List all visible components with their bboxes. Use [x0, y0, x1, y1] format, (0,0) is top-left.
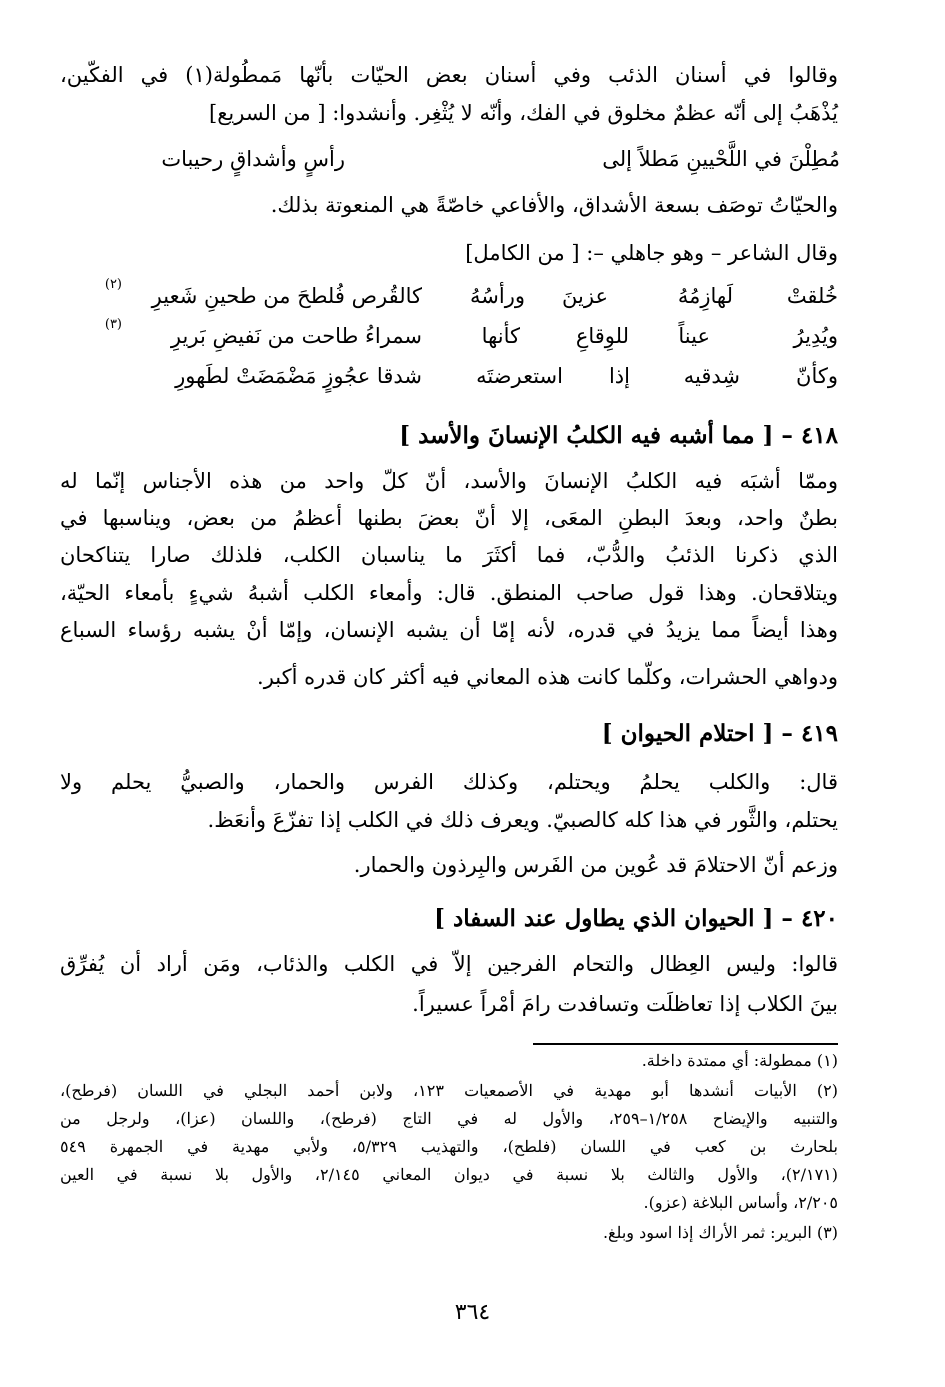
footnote: ٢/٢٠٥، وأساس البلاغة (عزو). [643, 1193, 838, 1212]
verse-word: عيناً [678, 324, 710, 348]
paragraph-line: وزعم أنّ الاحتلامَ قد عُوين من الفَرس والبِرذون والحمار. [353, 853, 838, 877]
section-heading-419: ٤١٩ – [ احتلام الحيوان ] [601, 720, 838, 747]
verse-word: شِدقيه [683, 364, 740, 388]
verse-word: لَهازِمُهُ [677, 284, 733, 308]
book-page: وقالوا في أسنان الذئب وفي أسنان بعض الحيّات بأنّها مَمطُولة(١) في الفكّين، يُذْهَبُ إلى أنّه عظمٌ مخلوق في الفك، وأنّه لا يُثْغِر. وأنشدوا: [ من السريع] مُطِلْنَ في اللَّحْيينِ مَطلاً إلى رأسٍ وأشداقٍ رحيبات والحيّاتُ توصَف بسعة الأشداق، والأفاعي خاصّةً هي المنعوتة بذلك. وقال الشاعر – وهو جاهلي –: [ من الكامل] خُلقتْ لَهازِمُهُ عزينَ ورأسُهُ كالقُرص فُلطحَ من طحينِ شَعيرِ (٢) ويُدِيرُ عيناً للوِقاعِ كأنها سمراءُ طاحت من نَفيضِ بَريرِ (٣) وكأنّ شِدقيه إذا استعرضتَه شدقا عجُوزٍ مَضْمَضَتْ لطَهورِ ٤١٨ – [ مما أشبه فيه الكلبُ الإنسانَ والأسد ] وممّا أشبَه فيه الكلبُ الإنسانَ والأسد، أنّ كلّ واحد من هذه الأجناس إنّما له بطنٌ واحد، وبعدَ البطنِ المعَى، إلا أنّ بعضَ بطنها أعظمُ من بعض، ويناسبها في الذي ذكرنا الذئبُ والدُّبّ، فما أكثَرَ ما يناسبان الكلب، فلذلك صارا يتناكحان ويتلاقحان. وهذا قول صاحب المنطق. قال: وأمعاء الكلب أشبهُ شيءٍ بأمعاء الحيّة، وهذا أيضاً مما يزيدُ في قدره، لأنه إمّا أن يشبه الإنسان، وإمّا أنْ يشبه رؤساء السباع ودواهي الحشرات، وكلّما كانت هذه المعاني فيه أكثر كان قدره أكبر. ٤١٩ – [ احتلام الحيوان ] قال: والكلب يحلمُ ويحتلم، وكذلك الفرس والحمار، والصبيُّ يحلم ولا يحتلم، والثَّور في هذا كله كالصبيّ. ويعرف ذلك في الكلب إذا تفزّعَ وأنعَظ. وزعم أنّ الاحتلامَ قد عُوين من الفَرس والبِرذون والحمار. ٤٢٠ – [ الحيوان الذي يطاول عند السفاد ] قالوا: وليس العِظال والتحام الفرجين إلاّ في الكلب والذئاب، ومَن أراد أن يُفرِّق بينَ الكلاب إذا تعاظلَت وتسافدت رامَ أمْراً عسيراً. (١) ممطولة: أي ممتدة داخلة. (٢) الأبيات أنشدها أبو مهدية في الأصمعيات ١٢٣، ولابن أحمد البجلي في اللسان (فرطح)، والتنبيه والإيضاح ١/٢٥٨–٢٥٩، والأول له في التاج (فرطح)، واللسان (عزا)، ولرجل من بلحارث بن كعب في اللسان (فلطح)، والتهذيب ٥/٣٢٩، ولأبي مهدية في الجمهرة ٥٤٩ (٢/١٧١)، والأول والثالث بلا نسبة في ديوان المعاني ٢/١٤٥، والأول بلا نسبة في العين ٢/٢٠٥، وأساس البلاغة (عزو). (٣) البرير: ثمر الأراك إذا اسود وبلغ. ٣٦٤ [0, 0, 945, 1387]
paragraph-line: يحتلم، والثَّور في هذا كله كالصبيّ. ويعرف ذلك في الكلب إذا تفزّعَ وأنعَظ. [207, 808, 838, 832]
section-heading-420: ٤٢٠ – [ الحيوان الذي يطاول عند السفاد ] [434, 905, 838, 932]
footnote-separator [533, 1043, 838, 1045]
verse-word: خُلقتْ [786, 284, 838, 308]
paragraph-line: بينَ الكلاب إذا تعاظلَت وتسافدت رامَ أمْراً عسيراً. [412, 992, 838, 1016]
footnote: (٣) البرير: ثمر الأراك إذا اسود وبلغ. [602, 1223, 838, 1242]
verse-word: ويُدِيرُ [793, 324, 838, 348]
paragraph-line: بطنٌ واحد، وبعدَ البطنِ المعَى، إلا أنّ بعضَ بطنها أعظمُ من بعض، ويناسبها في [60, 506, 838, 530]
paragraph-line: ودواهي الحشرات، وكلّما كانت هذه المعاني فيه أكثر كان قدره أكبر. [257, 665, 838, 689]
verse-word: كالقُرص فُلطحَ من طحينِ شَعيرِ [151, 284, 422, 308]
verse-word: إذا [608, 364, 630, 388]
verse-word: ورأسُهُ [470, 284, 525, 308]
footnote: (٢/١٧١)، والأول والثالث بلا نسبة في ديوان المعاني ٢/١٤٥، والأول بلا نسبة في العين [60, 1165, 839, 1184]
paragraph-line: يُذْهَبُ إلى أنّه عظمٌ مخلوق في الفك، وأنّه لا يُثْغِر. وأنشدوا: [ من السريع] [209, 101, 838, 125]
verse-word: عزينَ [562, 284, 608, 308]
footnote: (٢) الأبيات أنشدها أبو مهدية في الأصمعيات ١٢٣، ولابن أحمد البجلي في اللسان (فرطح)، [60, 1081, 838, 1100]
verse-hemistich-first: مُطِلْنَ في اللَّحْيينِ مَطلاً إلى [602, 147, 840, 171]
paragraph-line: قالوا: وليس العِظال والتحام الفرجين إلاّ في الكلب والذئاب، ومَن أراد أن يُفرِّق [60, 952, 838, 976]
footnote: (١) ممطولة: أي ممتدة داخلة. [641, 1051, 838, 1070]
paragraph-line: والحيّاتُ توصَف بسعة الأشداق، والأفاعي خاصّةً هي المنعوتة بذلك. [270, 193, 838, 217]
verse-word: سمراءُ طاحت من نَفيضِ بَريرِ [170, 324, 422, 348]
footnote: بلحارث بن كعب في اللسان (فلطح)، والتهذيب ٥/٣٢٩، ولأبي مهدية في الجمهرة ٥٤٩ [60, 1137, 839, 1156]
paragraph-line: ويتلاقحان. وهذا قول صاحب المنطق. قال: وأمعاء الكلب أشبهُ شيءٍ بأمعاء الحيّة، [60, 581, 838, 605]
verse-word: للوِقاعِ [575, 324, 629, 348]
verse-hemistich-second: رأسٍ وأشداقٍ رحيبات [161, 147, 345, 171]
paragraph-line: وممّا أشبَه فيه الكلبُ الإنسانَ والأسد، أنّ كلّ واحد من هذه الأجناس إنّما له [60, 469, 838, 493]
verse-word: استعرضتَه [476, 364, 563, 388]
verse-word: شدقا عجُوزٍ مَضْمَضَتْ لطَهورِ [175, 364, 422, 388]
verse-word: وكأنّ [796, 364, 838, 388]
quote-intro: وقال الشاعر – وهو جاهلي –: [ من الكامل] [465, 241, 838, 265]
paragraph-line: وقالوا في أسنان الذئب وفي أسنان بعض الحيّات بأنّها مَمطُولة(١) في الفكّين، [60, 63, 839, 87]
paragraph-line: قال: والكلب يحلمُ ويحتلم، وكذلك الفرس والحمار، والصبيُّ يحلم ولا [60, 770, 838, 794]
page-number: ٣٦٤ [454, 1300, 491, 1325]
paragraph-line: وهذا أيضاً مما يزيدُ في قدره، لأنه إمّا أن يشبه الإنسان، وإمّا أنْ يشبه رؤساء السباع [60, 618, 838, 642]
paragraph-line: الذي ذكرنا الذئبُ والدُّبّ، فما أكثَرَ ما يناسبان الكلب، فلذلك صارا يتناكحان [60, 543, 838, 567]
section-heading-418: ٤١٨ – [ مما أشبه فيه الكلبُ الإنسانَ والأسد ] [399, 422, 838, 449]
footnote: والتنبيه والإيضاح ١/٢٥٨–٢٥٩، والأول له في التاج (فرطح)، واللسان (عزا)، ولرجل من [60, 1109, 839, 1128]
verse-word: كأنها [481, 324, 520, 348]
